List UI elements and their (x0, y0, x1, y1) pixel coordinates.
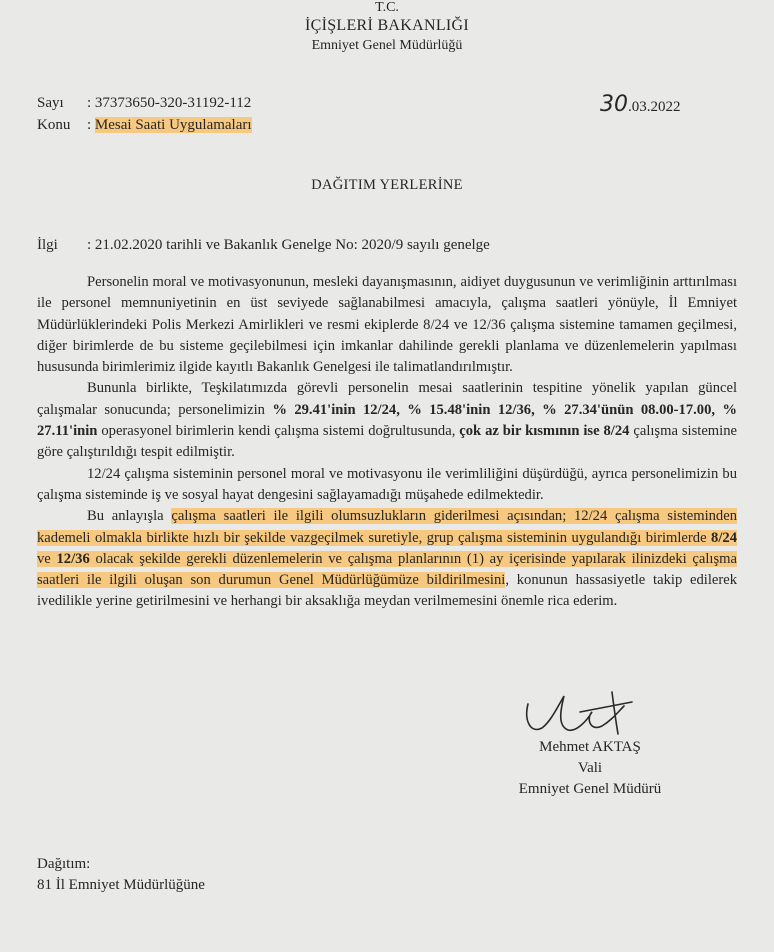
header-ministry: İÇİŞLERİ BAKANLIĞI (304, 17, 470, 34)
signer-title: Vali (577, 760, 603, 776)
konu-value: Mesai Saati Uygulamaları (94, 117, 252, 133)
highlighted-text: çalışma saatleri ile ilgili olumsuzlukların giderilmesi açısından; 12/24 çalışma sisteminden kademeli olmakla birlikte hızlı bir şekilde vazgeçilmek suretiyle, grup çalışma sisteminin uygulandığı birimlerde 8/24 ve 12/36 olacak şekilde gerekli düzenlemelerin ve çalışma planlarının (1) ay içerisinde yapılarak ilinizdeki çalışma saatleri ile ilgili oluşan son durumun Genel Müdürlüğümüze bildirilmesini (37, 508, 737, 589)
paragraph-2: Bununla birlikte, Teşkilatımızda görevli personelin mesai saatlerinin tespitine yönelik yapılan güncel çalışmalar sonucunda; personelimizin % 29.41'inin 12/24, % 15.48'inin 12/36, % 27.34'ünün 08.00-17.00, % 27.11'inin operasyonel birimlerin kendi çalışma sistemi doğrultusunda, çok az bir kısmının ise 8/24 çalışma sistemine göre çalıştırıldığı tespit edilmiştir. (37, 380, 738, 461)
handwritten-signature (520, 682, 650, 742)
signer-name: Mehmet AKTAŞ (539, 739, 641, 755)
sayi-row (37, 95, 251, 112)
paragraph-4: Bu anlayışla çalışma saatleri ile ilgili olumsuzlukların giderilmesi açısından; 12/24 çalışma sisteminden kademeli olmakla birlikte hızlı bir şekilde vazgeçilmek suretiyle, grup çalışma sisteminin uygulandığı birimlerde 8/24 ve 12/36 olacak şekilde gerekli düzenlemelerin ve çalışma planlarının (1) ay içerisinde yapılarak ilinizdeki çalışma saatleri ile ilgili oluşan son durumun Genel Müdürlüğümüze bildirilmesini, konunun hassasiyetle takip edilerek ivedilikle yerine getirilmesini ve herhangi bir aksaklığa meydan verilmemesini önemle rica ederim. (37, 508, 738, 610)
konu-label: Konu (37, 117, 71, 133)
letter-date (600, 92, 681, 117)
konu-row: Konu : Mesai Saati Uygulamaları (37, 117, 252, 133)
date-day-handwritten: 30 (600, 92, 628, 117)
letter-body (37, 272, 737, 613)
few-8-24: çok az bir kısmının ise 8/24 (459, 423, 630, 440)
header-directorate: Emniyet Genel Müdürlüğü (311, 38, 463, 53)
header-tc: T.C. (375, 0, 399, 15)
paragraph-1: Personelin moral ve motivasyonunun, mesleki dayanışmasının, aidiyet duygusunun ve verimliğinin arttırılması ile personel memnuniyetinin en üst seviyede sağlanabilmesi amacıyla, çalışma saatleri yönüyle, İl Emniyet Müdürlüklerindeki Polis Merkezi Amirlikleri ve resmi ekiplerde 8/24 ve 12/36 çalışma sistemine tamamen geçilmesi, diğer birimlerde de bu sisteme geçilebilmesi için imkanlar dahilinde gerekli planlama ve düzenlemelerin yapılması hususunda birimlerimiz ilgide kayıtlı Bakanlık Genelgesi ile talimatlandırılmıştır. (37, 274, 737, 376)
signer-position: Emniyet Genel Müdürü (518, 781, 662, 797)
sayi-label: Sayı (37, 95, 64, 111)
paragraph-3: 12/24 çalışma sisteminin personel moral ve motivasyonu ile verimliliğini düşürdüğü, ayrıca personelimizin bu çalışma sisteminde iş ve sosyal hayat dengesini sağlayamadığı müşahede edilmektedir. (37, 465, 737, 503)
ilgi-value: : 21.02.2020 tarihli ve Bakanlık Genelge No: 2020/9 sayılı genelge (87, 237, 490, 253)
distribution-value: 81 İl Emniyet Müdürlüğüne (37, 877, 205, 893)
percent-stats: % 29.41'inin 12/24, % 15.48'inin 12/36, % 27.34'ünün 08.00-17.00, % 27.11'inin (37, 401, 738, 440)
date-rest: .03.2022 (628, 99, 681, 115)
distribution-label: Dağıtım: (37, 856, 91, 872)
ilgi-row (37, 237, 490, 254)
sayi-value: : 37373650-320-31192-112 (87, 95, 252, 111)
ilgi-label: İlgi (37, 237, 58, 253)
recipient-title: DAĞITIM YERLERİNE (311, 177, 463, 193)
